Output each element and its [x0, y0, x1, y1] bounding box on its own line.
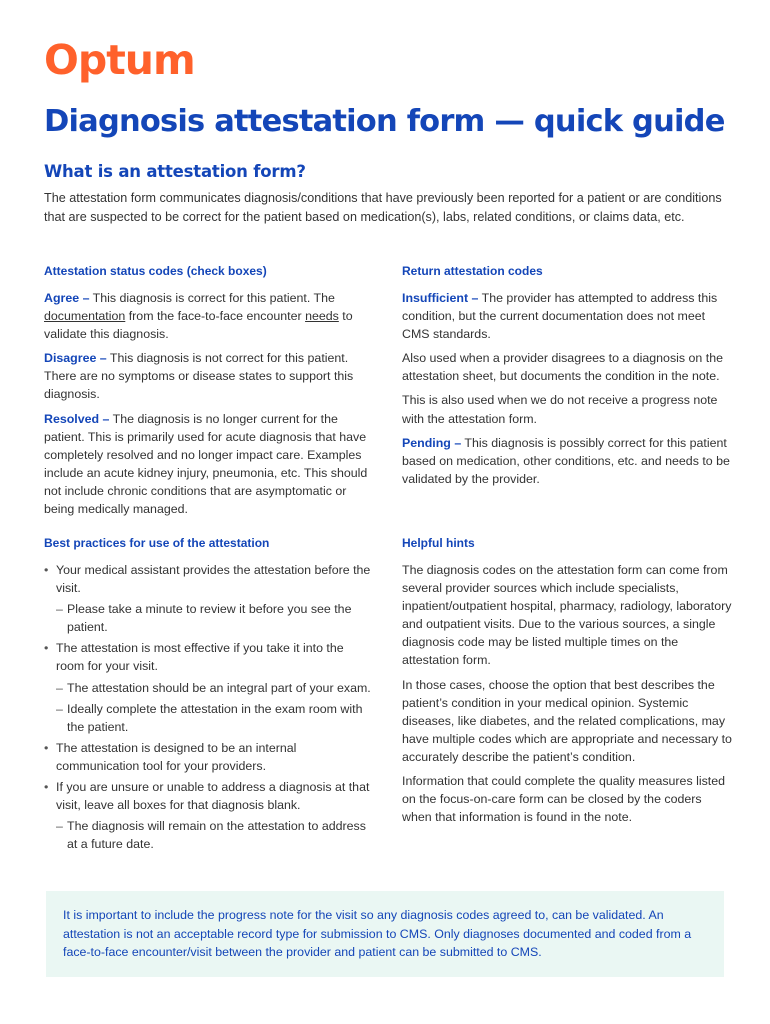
best-practices-heading: Best practices for use of the attestation — [44, 536, 270, 550]
agree-text-3: to validate this diagnosis. — [44, 309, 353, 342]
insufficient-text: The provider has attempted to address this condition, but the current documentation does not meet CMS standards. — [402, 291, 718, 342]
list-item: • The attestation is designed to be an internal communication tool for your providers. — [44, 739, 374, 775]
list-item: • Your medical assistant provides the attestation before the visit. — [44, 561, 374, 597]
status-codes-heading: Attestation status codes (check boxes) — [44, 264, 267, 278]
agree-text-1: This diagnosis is correct for this patient. The — [89, 291, 335, 305]
optum-logo: Optum — [44, 36, 195, 84]
pending-term: Pending – — [402, 435, 462, 450]
intro-paragraph: The attestation form communicates diagnosis/conditions that have previously been reported for a patient or are conditions that are suspected to be correct for the patient based on medication(s), labs, related conditions, or claims data, etc. — [44, 191, 722, 224]
documentation-link: documentation — [44, 309, 126, 324]
also-used-paragraph-2: This is also used when we do not receive a progress note with the attestation form. — [402, 393, 718, 426]
helpful-hints-section — [402, 535, 732, 832]
insufficient-definition — [402, 289, 732, 343]
best-practices-list — [44, 561, 374, 853]
disagree-text: This diagnosis is not correct for this patient. There are no symptoms or disease states to support this diagnosis. — [44, 351, 354, 402]
needs-link: needs — [305, 309, 339, 324]
hint-paragraph: Information that could complete the quality measures listed on the focus-on-care form can be closed by the coders when that information is found in the note. — [402, 774, 726, 825]
page-title: Diagnosis attestation form — quick guide — [44, 104, 725, 139]
disagree-definition — [44, 349, 374, 403]
resolved-term: Resolved – — [44, 411, 110, 426]
section-subtitle: What is an attestation form? — [44, 162, 306, 181]
list-item: – Ideally complete the attestation in the exam room with the patient. — [44, 700, 374, 736]
list-item: • If you are unsure or unable to address a diagnosis at that visit, leave all boxes for that diagnosis blank. — [44, 778, 374, 814]
agree-term: Agree – — [44, 291, 90, 305]
resolved-definition — [44, 410, 374, 519]
helpful-hints-heading: Helpful hints — [402, 536, 475, 550]
return-codes-section — [402, 263, 732, 494]
notice-box — [46, 891, 724, 977]
disagree-term: Disagree – — [44, 351, 107, 366]
best-practices-section — [44, 535, 374, 856]
notice-text: It is important to include the progress note for the visit so any diagnosis codes agreed to, can be validated. An attestation is not an acceptable record type for submission to CMS. Only diagnoses documented and coded from a face-to-face encounter/visit between the provider and patient can be submitted to CMS. — [63, 908, 692, 960]
return-codes-heading: Return attestation codes — [402, 264, 543, 278]
pending-definition — [402, 434, 732, 488]
pending-text: This diagnosis is possibly correct for this patient based on medication, other conditions, etc. and needs to be validated by the provider. — [402, 435, 730, 486]
also-used-paragraph: Also used when a provider disagrees to a diagnosis on the attestation sheet, but documents the condition in the note. — [402, 351, 723, 384]
list-item: – The diagnosis will remain on the attestation to address at a future date. — [44, 817, 374, 853]
status-codes-section — [44, 263, 374, 524]
agree-text-2: from the face-to-face encounter — [125, 309, 306, 324]
hint-paragraph: In those cases, choose the option that best describes the patient’s condition in your medical opinion. Systemic diseases, like diabetes, and the related complications, may have multiple codes which are appropriate and necessary to accurately describe the patient’s condition. — [402, 677, 732, 764]
insufficient-term: Insufficient – — [402, 291, 479, 305]
resolved-text: The diagnosis is no longer current for the patient. This is primarily used for acute diagnosis that have completely resolved and no longer impact care. Examples include an acute kidney injury, pneumonia, etc. This should not include chronic conditions that are asymptomatic or being medically managed. — [44, 411, 368, 517]
list-item: – Please take a minute to review it before you see the patient. — [44, 600, 374, 636]
hint-paragraph: The diagnosis codes on the attestation form can come from several provider sources which include specialists, inpatient/outpatient hospital, pharmacy, radiology, laboratory and outpatient visits. Due to the various sources, a single diagnosis code may be listed multiple times on the attestation form. — [402, 563, 732, 668]
agree-definition — [44, 289, 374, 343]
list-item: – The attestation should be an integral part of your exam. — [44, 679, 374, 697]
list-item: • The attestation is most effective if you take it into the room for your visit. — [44, 639, 374, 675]
